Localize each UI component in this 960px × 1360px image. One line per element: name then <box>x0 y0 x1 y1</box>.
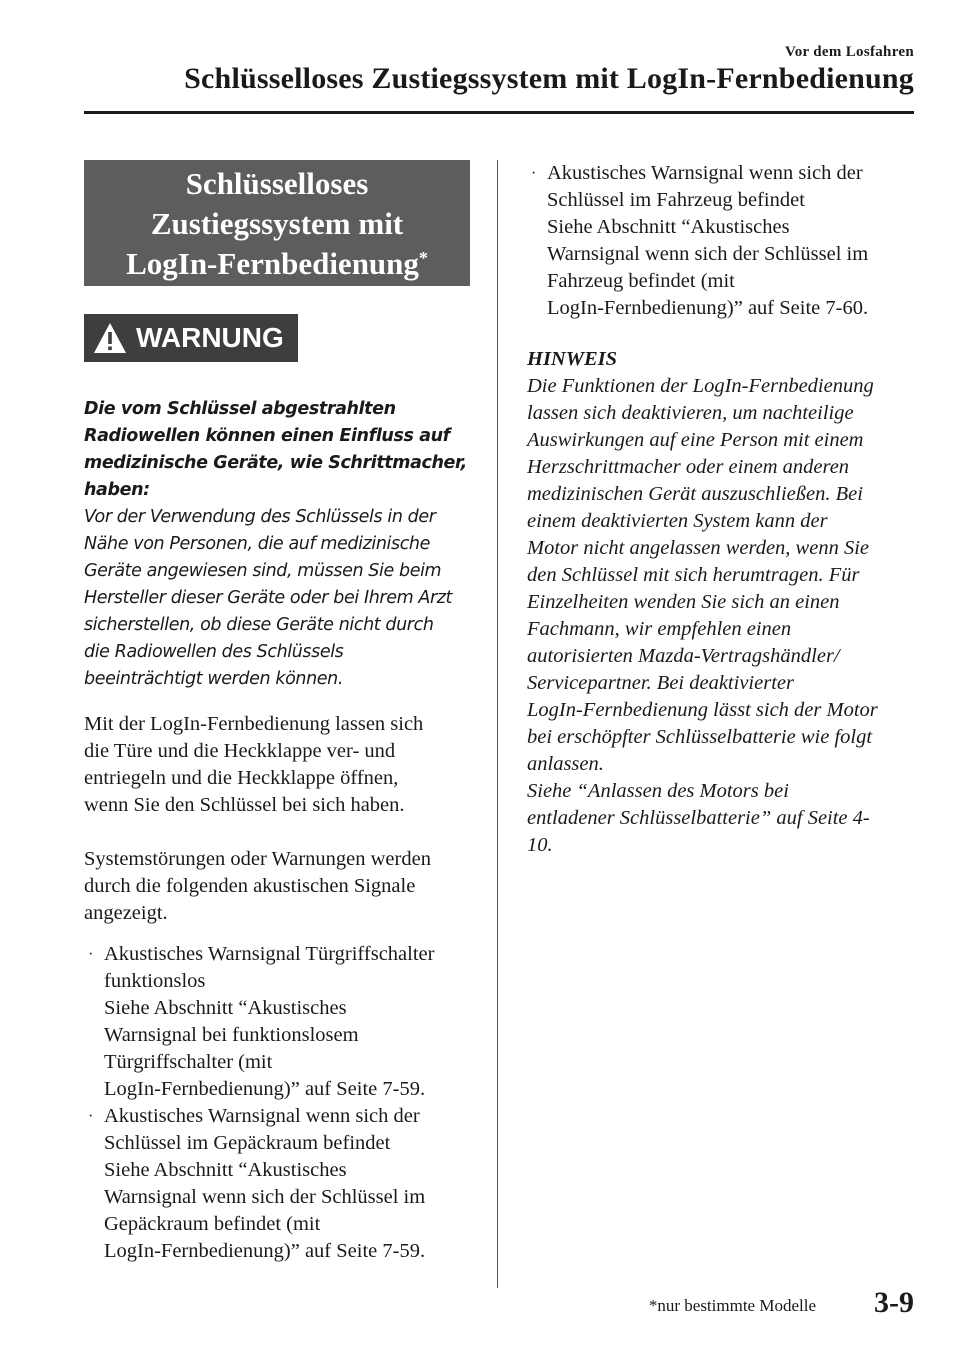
warning-bold-line: medizinische Geräte, wie Schrittmacher, <box>84 453 467 473</box>
note-line: Einzelheiten wenden Sie sich an einen <box>527 591 840 613</box>
list-item-line: LogIn-Fernbedienung)” auf Seite 7-59. <box>104 1078 426 1100</box>
list-item-line: Warnsignal wenn sich der Schlüssel im <box>547 243 869 265</box>
note-line: Die Funktionen der LogIn-Fernbedienung <box>527 375 874 397</box>
bullet-dot: · <box>88 1108 94 1125</box>
warning-badge <box>84 314 298 362</box>
paragraph-line: angezeigt. <box>84 902 168 924</box>
bullet-dot: · <box>88 946 94 963</box>
warning-text <box>84 396 470 693</box>
list-item <box>84 1103 470 1265</box>
note-title: HINWEIS <box>527 348 618 370</box>
footer-footnote: *nur bestimmte Modelle <box>648 1296 816 1315</box>
warning-line: beeinträchtigt werden können. <box>84 669 343 689</box>
note-line: autorisierten Mazda-Vertragshändler/ <box>527 645 840 667</box>
warning-line: Geräte angewiesen sind, müssen Sie beim <box>84 561 442 581</box>
note-line: bei erschöpfter Schlüsselbatterie wie folgt <box>527 726 873 748</box>
paragraph-line: Systemstörungen oder Warnungen werden <box>84 848 431 870</box>
note-line: medizinischen Gerät auszuschließen. Bei <box>527 483 863 505</box>
list-item-line: funktionslos <box>104 970 206 992</box>
list-item-line: Akustisches Warnsignal wenn sich der <box>547 162 863 184</box>
warning-label: WARNUNG <box>136 322 284 353</box>
note-line: einem deaktivierten System kann der <box>527 510 828 532</box>
warning-line: Vor der Verwendung des Schlüssels in der <box>84 507 436 527</box>
list-item-line: LogIn-Fernbedienung)” auf Seite 7-60. <box>547 297 869 319</box>
list-item-line: Warnsignal wenn sich der Schlüssel im <box>104 1186 426 1208</box>
list-item-line: Schlüssel im Fahrzeug befindet <box>547 189 805 211</box>
signals-paragraph <box>84 846 470 927</box>
paragraph-line: Mit der LogIn-Fernbedienung lassen sich <box>84 713 424 735</box>
list-item-line: LogIn-Fernbedienung)” auf Seite 7-59. <box>104 1240 426 1262</box>
header-section: Vor dem Losfahren <box>784 44 914 60</box>
header-title: Schlüsselloses Zustiegssystem mit LogIn-Fernbedienung <box>184 62 914 95</box>
list-item-line: Siehe Abschnitt “Akustisches <box>104 997 347 1019</box>
note-line: Motor nicht angelassen werden, wenn Sie <box>527 537 869 559</box>
list-item-line: Fahrzeug befindet (mit <box>547 270 735 292</box>
signal-list-left <box>84 941 470 1265</box>
list-item-line: Warnsignal bei funktionslosem <box>104 1024 359 1046</box>
paragraph-line: die Türe und die Heckklappe ver- und <box>84 740 396 762</box>
warning-line: Nähe von Personen, die auf medizinische <box>84 534 430 554</box>
intro-paragraph <box>84 711 470 819</box>
column-divider <box>497 160 498 1288</box>
list-item <box>527 160 917 322</box>
note-block <box>527 346 917 859</box>
note-line: lassen sich deaktivieren, um nachteilige <box>527 402 854 424</box>
warning-bold-line: haben: <box>84 480 150 500</box>
note-line: Servicepartner. Bei deaktivierter <box>527 672 794 694</box>
warning-bold-line: Die vom Schlüssel abgestrahlten <box>84 399 396 419</box>
paragraph-line: wenn Sie den Schlüssel bei sich haben. <box>84 794 405 816</box>
note-line: entladener Schlüsselbatterie” auf Seite 4- <box>527 807 870 829</box>
section-title-line-1: Schlüsselloses <box>185 166 369 201</box>
note-line: LogIn-Fernbedienung lässt sich der Motor <box>527 699 878 721</box>
note-line: den Schlüssel mit sich herumtragen. Für <box>527 564 860 586</box>
section-title-line-3 <box>84 244 470 284</box>
paragraph-line: durch die folgenden akustischen Signale <box>84 875 416 897</box>
footnote-marker: * <box>418 248 428 268</box>
list-item-line: Akustisches Warnsignal Türgriffschalter <box>104 943 435 965</box>
note-line: Auswirkungen auf eine Person mit einem <box>527 429 864 451</box>
list-item-line: Siehe Abschnitt “Akustisches <box>547 216 790 238</box>
bullet-dot: · <box>531 165 537 182</box>
list-item-line: Gepäckraum befindet (mit <box>104 1213 321 1235</box>
right-column <box>527 160 917 859</box>
note-line: Fachmann, wir empfehlen einen <box>527 618 792 640</box>
section-title-line-3-text: LogIn-Fernbedienung <box>126 246 419 281</box>
section-title-box <box>84 160 470 286</box>
page-number: 3-9 <box>874 1286 914 1319</box>
note-line: Herzschrittmacher oder einem anderen <box>527 456 850 478</box>
note-line: Siehe “Anlassen des Motors bei <box>527 780 789 802</box>
warning-line: die Radiowellen des Schlüssels <box>84 642 344 662</box>
list-item-line: Türgriffschalter (mit <box>104 1051 273 1073</box>
warning-line: Hersteller dieser Geräte oder bei Ihrem Arzt <box>84 588 453 608</box>
header-rule <box>84 111 914 114</box>
warning-line: sicherstellen, ob diese Geräte nicht durch <box>84 615 434 635</box>
warning-bold-line: Radiowellen können einen Einfluss auf <box>84 426 450 446</box>
section-title-line-2: Zustiegssystem mit <box>150 206 404 241</box>
list-item-line: Siehe Abschnitt “Akustisches <box>104 1159 347 1181</box>
paragraph-line: entriegeln und die Heckklappe öffnen, <box>84 767 399 789</box>
note-line: 10. <box>527 834 553 856</box>
list-item-line: Akustisches Warnsignal wenn sich der <box>104 1105 420 1127</box>
list-item <box>84 941 470 1103</box>
left-column <box>84 160 470 1265</box>
signal-list-right <box>527 160 917 322</box>
list-item-line: Schlüssel im Gepäckraum befindet <box>104 1132 391 1154</box>
note-line: anlassen. <box>527 753 604 775</box>
warning-triangle-icon <box>92 321 128 355</box>
